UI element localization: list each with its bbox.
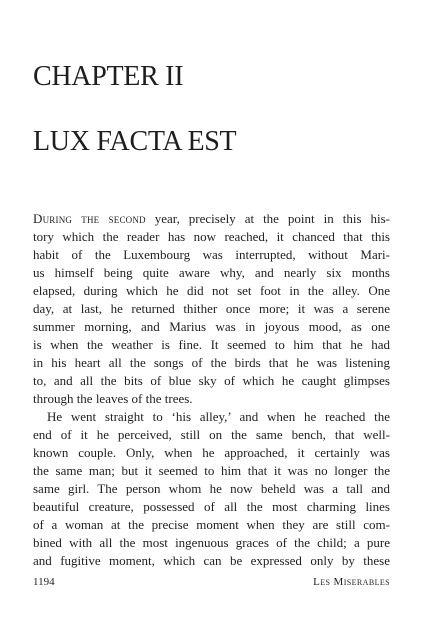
paragraph-line: day, at last, he returned thither once more; it was a serene [33, 301, 390, 316]
paragraph-line: the same man; but it seemed to him that it was no longer the [33, 463, 390, 478]
paragraph-line: tory which the reader has now reached, it chanced that this [33, 229, 390, 244]
paragraph-line: elapsed, during which he did not set foot in the alley. One [33, 283, 390, 298]
paragraph-line: through the leaves of the trees. [33, 391, 193, 406]
page-footer [33, 576, 390, 590]
paragraph-line [33, 210, 390, 228]
paragraph-line: bined with all the most ingenuous graces of the child; a pure [33, 535, 390, 550]
paragraph-line: in his heart all the songs of the birds that he was listening [33, 355, 390, 370]
paragraph-line: of a woman at the precise moment when they are still com- [33, 517, 390, 532]
paragraph-line: and fugitive moment, which can be expressed only by these [33, 553, 390, 568]
page-number: 1194 [33, 576, 55, 588]
chapter-title: CHAPTER II [33, 61, 184, 92]
paragraph-line: habit of the Luxembourg was interrupted, without Mari- [33, 247, 390, 262]
running-title: Les Miserables [313, 576, 390, 588]
paragraph-line: to, and all the bits of blue sky of which he caught glimpses [33, 373, 390, 388]
paragraph-line: end of it he perceived, still on the same bench, that well- [33, 427, 390, 442]
paragraph-line: is when the weather is fine. It seemed to him that he had [33, 337, 390, 352]
chapter-subtitle: LUX FACTA EST [33, 126, 237, 157]
lead-in-small-caps: During the second [33, 211, 146, 226]
paragraph-line: beautiful creature, possessed of all the most charming lines [33, 499, 390, 514]
body-text [33, 210, 390, 570]
paragraph-line: us himself being quite aware why, and nearly six months [33, 265, 390, 280]
paragraph-line: same girl. The person whom he now beheld was a tall and [33, 481, 390, 496]
line-text: year, precisely at the point in this his- [145, 211, 390, 226]
paragraph-line: summer morning, and Marius was in joyous mood, as one [33, 319, 390, 334]
paragraph-line: He went straight to ‘his alley,’ and when he reached the [47, 409, 390, 424]
paragraph-line: known couple. Only, when he approached, it certainly was [33, 445, 390, 460]
